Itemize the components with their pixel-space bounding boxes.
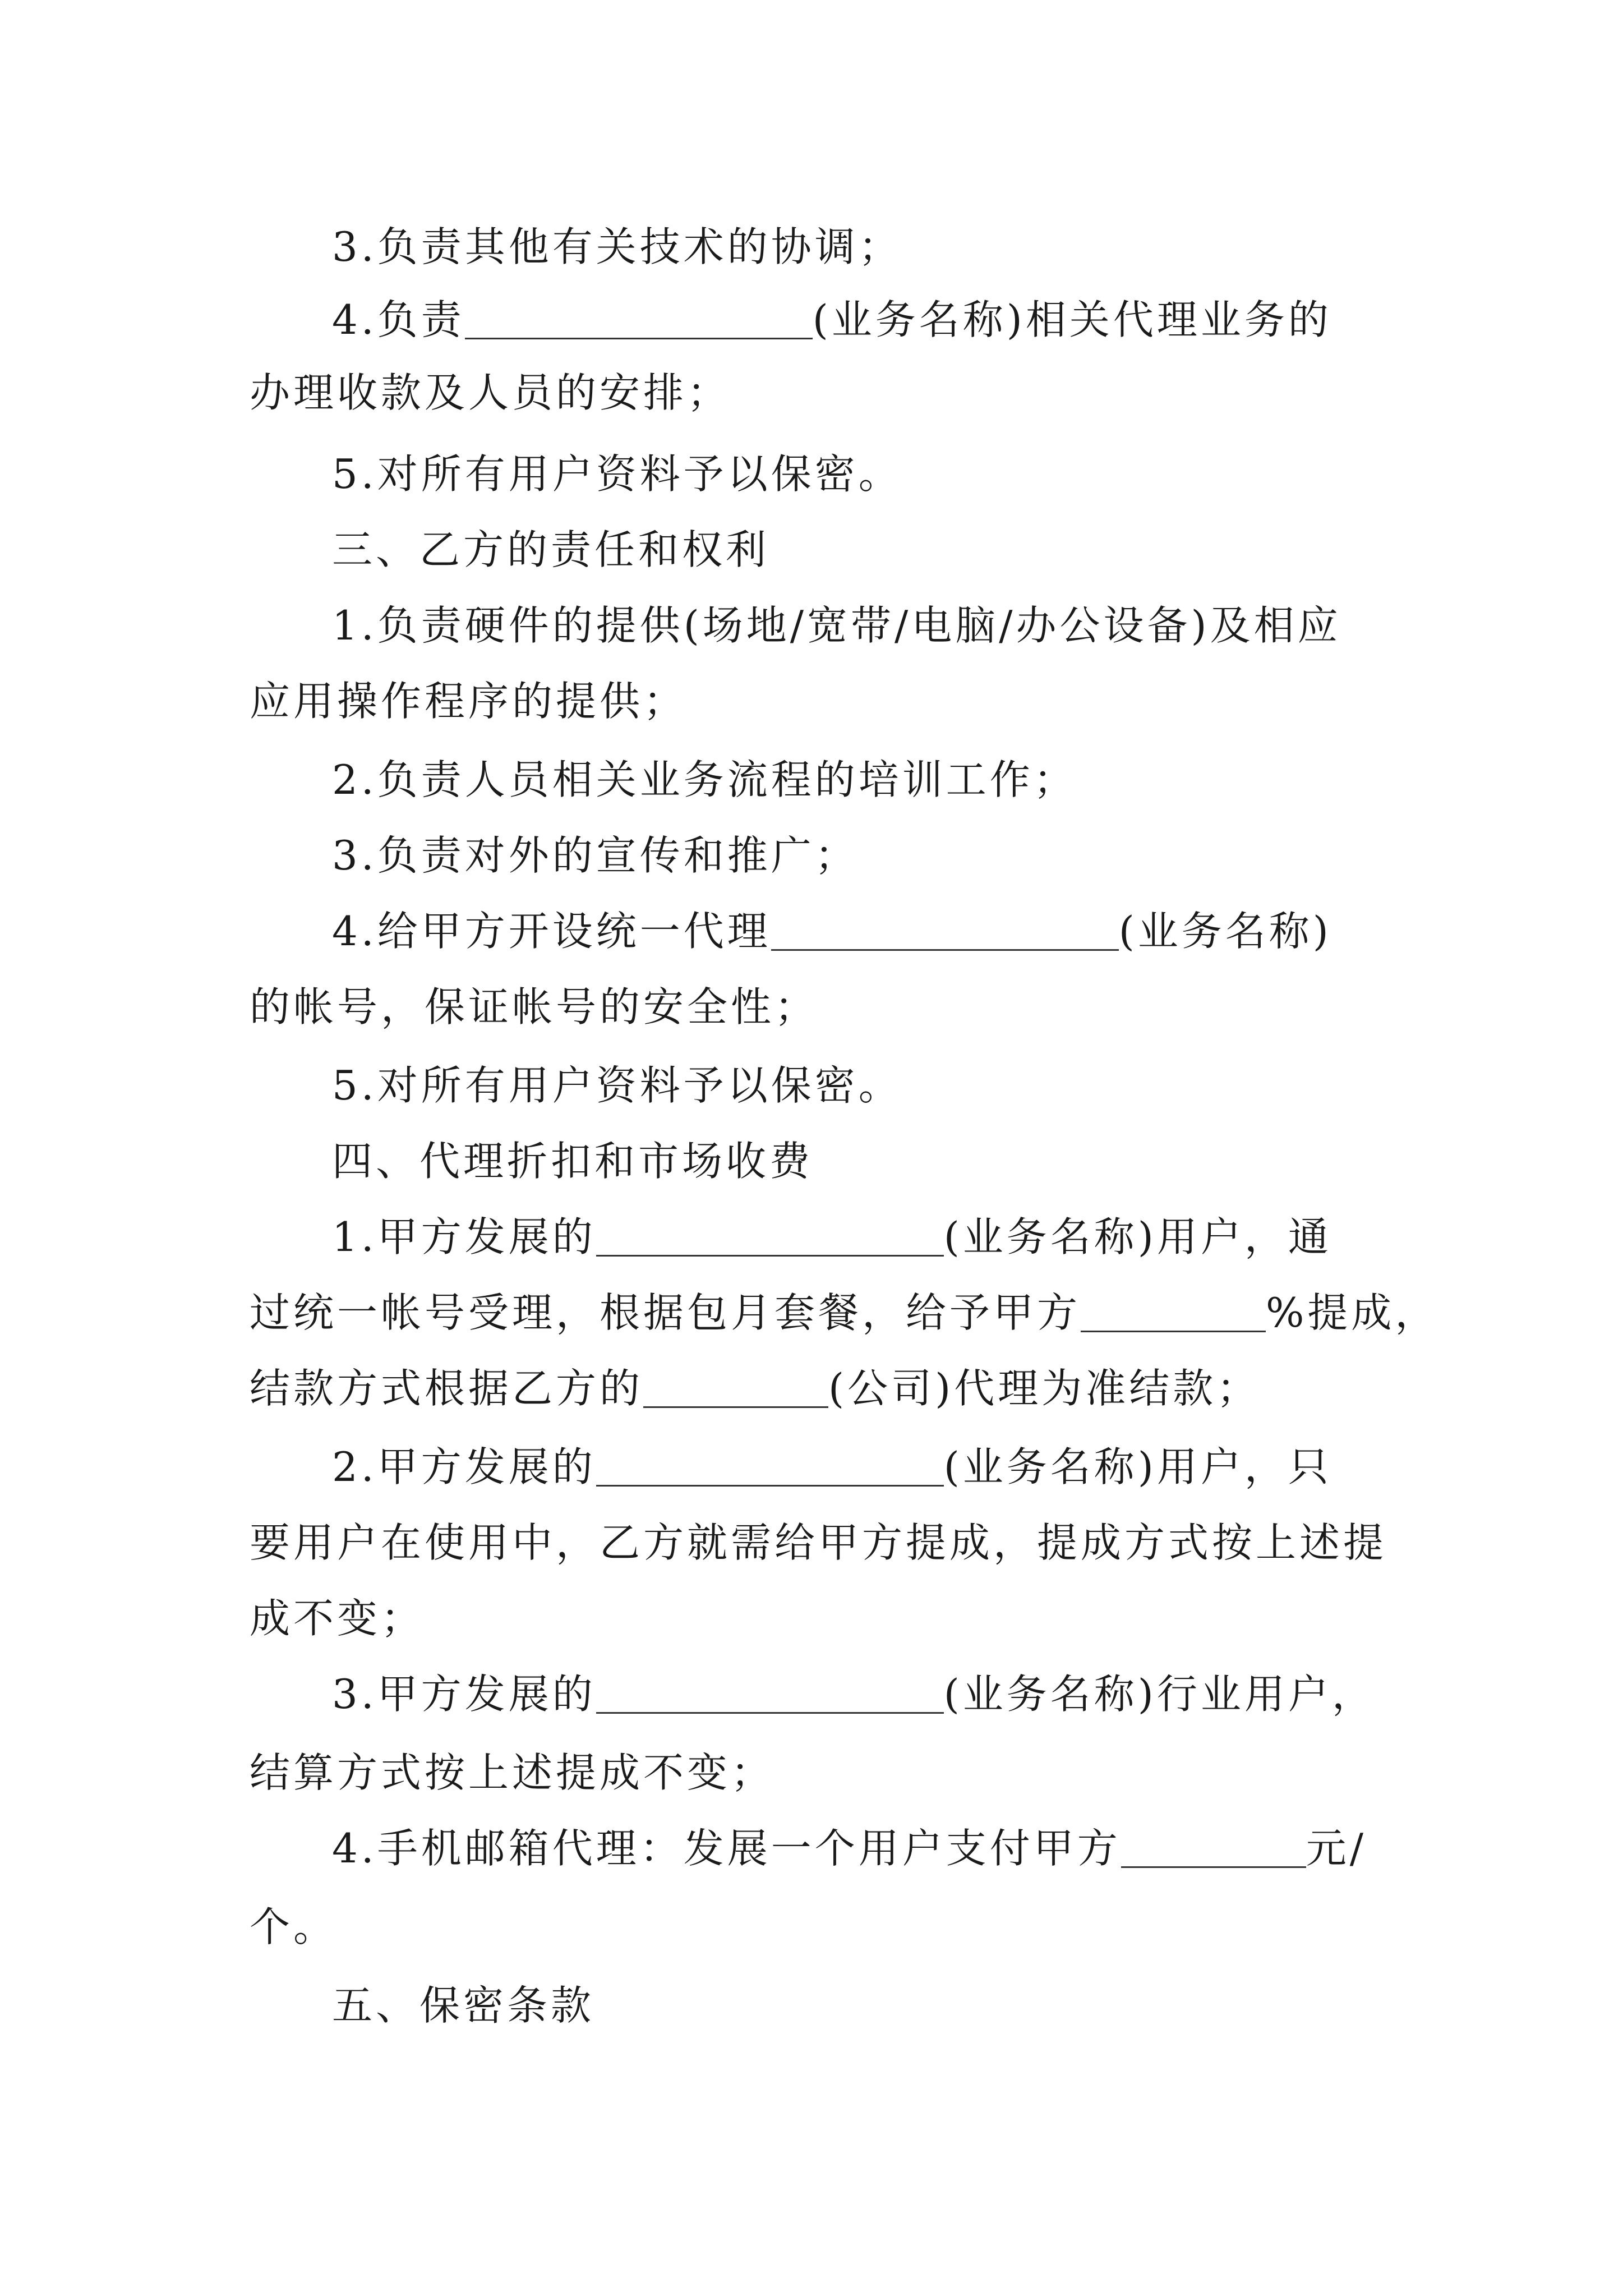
text-line [0, 740, 1623, 819]
text-run: 三、乙方的责任和权利 [332, 526, 770, 573]
text-run: 要用户在使用中，乙方就需给甲方提成，提成方式按上述提 [250, 1519, 1387, 1566]
section-heading [0, 510, 1623, 589]
text-run: 办理收款及人员的安排； [250, 369, 731, 416]
text-run: 结算方式按上述提成不变； [250, 1749, 775, 1796]
fill-in-blank [596, 1667, 944, 1714]
section-heading [0, 1122, 1623, 1200]
text-line [0, 353, 1623, 432]
text-line [0, 280, 1623, 359]
fill-in-blank [596, 1210, 944, 1257]
text-run: 元/ [1306, 1825, 1367, 1872]
text-run: 个。 [250, 1903, 338, 1950]
fill-in-blank [1081, 1286, 1266, 1332]
text-line [0, 662, 1623, 740]
text-line [0, 1198, 1623, 1276]
text-run: 3.负责对外的宣传和推广； [332, 832, 859, 879]
text-line [0, 1809, 1623, 1888]
text-run: %提成， [1266, 1289, 1439, 1336]
text-line [0, 1888, 1623, 1966]
text-line [0, 1503, 1623, 1582]
fill-in-blank [1121, 1821, 1306, 1868]
fill-in-blank [596, 1440, 944, 1487]
text-run: 4.负责 [332, 296, 465, 343]
text-run: 结款方式根据乙方的 [250, 1365, 644, 1412]
text-run: 1.甲方发展的 [332, 1213, 596, 1260]
text-run: 4.给甲方开设统一代理 [332, 908, 771, 955]
text-line [0, 968, 1623, 1046]
text-line [0, 208, 1623, 286]
text-line [0, 1655, 1623, 1733]
text-line [0, 1349, 1623, 1428]
text-run: 5.对所有用户资料予以保密。 [332, 450, 902, 498]
text-run: 2.甲方发展的 [332, 1443, 596, 1490]
section-heading [0, 1966, 1623, 2045]
text-run: (业务名称) [1118, 908, 1332, 955]
text-run: 过统一帐号受理，根据包月套餐，给予甲方 [250, 1289, 1081, 1336]
text-run: 3.负责其他有关技术的协调； [332, 223, 902, 270]
text-line [0, 816, 1623, 895]
text-line [0, 892, 1623, 970]
text-run: 4.手机邮箱代理：发展一个用户支付甲方 [332, 1825, 1121, 1872]
text-run: 五、保密条款 [332, 1982, 595, 2029]
text-run: (业务名称)用户，只 [943, 1443, 1332, 1490]
text-run: (公司)代理为准结款； [828, 1365, 1261, 1412]
text-line [0, 586, 1623, 665]
fill-in-blank [771, 904, 1119, 951]
text-run: 5.对所有用户资料予以保密。 [332, 1062, 902, 1109]
text-run: (业务名称)用户，通 [943, 1213, 1332, 1260]
fill-in-blank [465, 293, 813, 339]
text-line [0, 1046, 1623, 1125]
text-run: 应用操作程序的提供； [250, 678, 688, 725]
text-run: 1.负责硬件的提供(场地/宽带/电脑/办公设备)及相应 [332, 602, 1341, 649]
text-line [0, 1579, 1623, 1658]
text-run: 3.甲方发展的 [332, 1671, 596, 1718]
text-run: 成不变； [250, 1595, 425, 1642]
text-line [0, 1273, 1623, 1352]
text-run: (业务名称)相关代理业务的 [812, 296, 1332, 343]
text-line [0, 435, 1623, 513]
text-run: (业务名称)行业用户， [943, 1671, 1376, 1718]
text-run: 四、代理折扣和市场收费 [332, 1138, 814, 1185]
text-run: 的帐号，保证帐号的安全性； [250, 983, 819, 1030]
text-line [0, 1428, 1623, 1506]
text-run: 2.负责人员相关业务流程的培训工作； [332, 756, 1077, 803]
fill-in-blank [643, 1361, 828, 1408]
text-line [0, 1733, 1623, 1812]
